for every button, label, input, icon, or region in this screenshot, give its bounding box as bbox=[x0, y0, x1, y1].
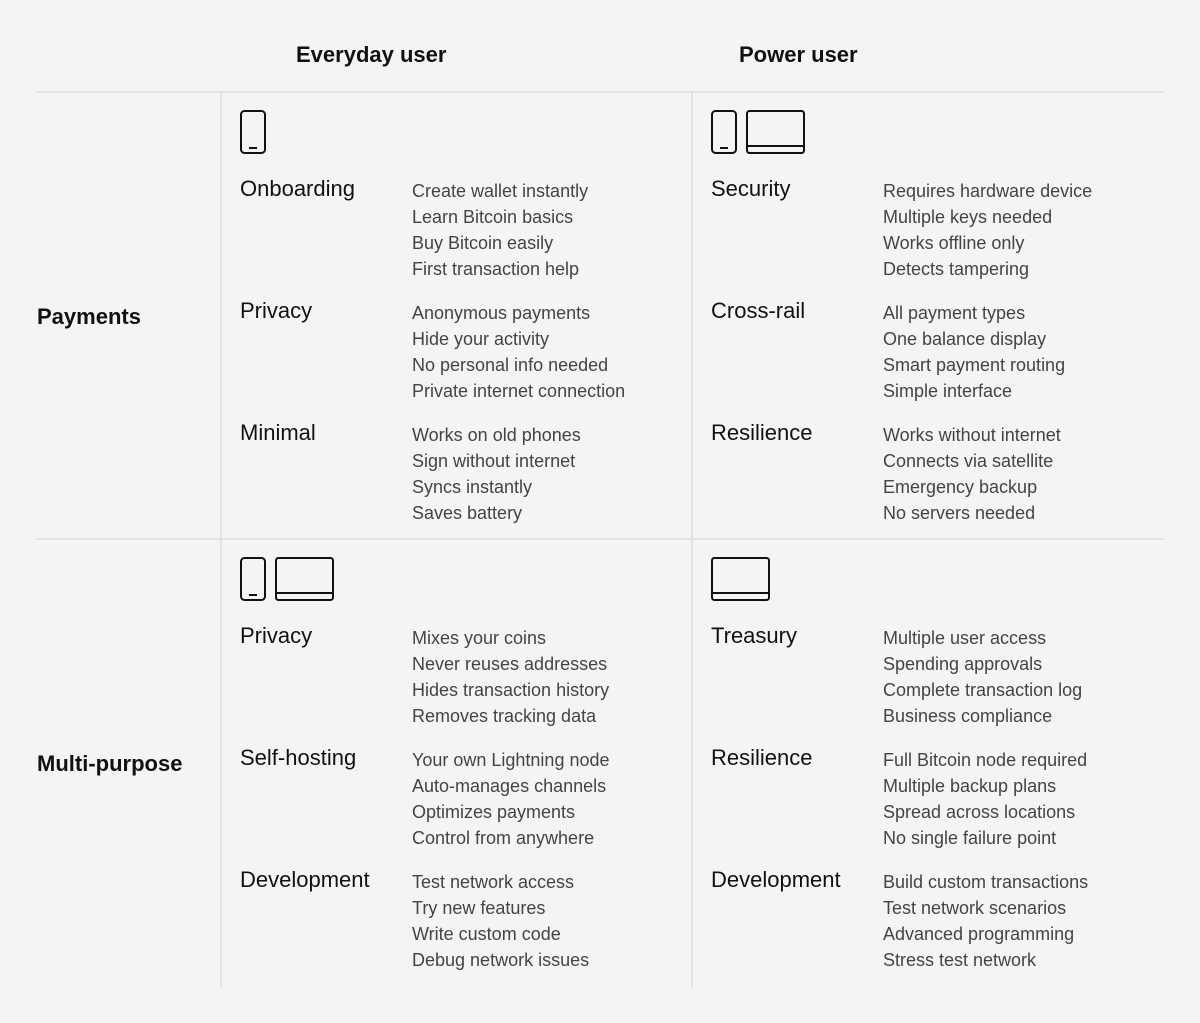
feature-item: Anonymous payments bbox=[412, 303, 591, 323]
feature-item: No personal info needed bbox=[412, 355, 609, 375]
feature-item: Test network scenarios bbox=[883, 898, 1067, 918]
feature-item: Multiple keys needed bbox=[883, 207, 1053, 227]
feature-item: Saves battery bbox=[412, 503, 523, 523]
feature-item-list bbox=[883, 869, 1088, 973]
feature-item-list bbox=[883, 422, 1061, 526]
feature-item: Hide your activity bbox=[412, 329, 550, 349]
grid-divider-middle bbox=[36, 538, 1164, 540]
feature-item-list bbox=[883, 747, 1087, 851]
grid-divider-center bbox=[691, 92, 693, 987]
device-icons bbox=[711, 110, 1161, 156]
feature-item: Hides transaction history bbox=[412, 680, 610, 700]
feature-item-list bbox=[412, 422, 581, 526]
row-label-payments: Payments bbox=[37, 304, 141, 329]
feature-item: Emergency backup bbox=[883, 477, 1038, 497]
feature-item: Learn Bitcoin basics bbox=[412, 207, 574, 227]
feature-name: Development bbox=[240, 867, 370, 892]
feature-item: Advanced programming bbox=[883, 924, 1075, 944]
feature-item: Test network access bbox=[412, 872, 575, 892]
feature-item-list bbox=[883, 625, 1082, 729]
feature-name: Minimal bbox=[240, 420, 316, 445]
feature-item: Try new features bbox=[412, 898, 546, 918]
feature-item: Create wallet instantly bbox=[412, 181, 589, 201]
feature-item: Buy Bitcoin easily bbox=[412, 233, 554, 253]
device-icons bbox=[240, 557, 690, 603]
feature-name: Development bbox=[711, 867, 841, 892]
feature-item-list bbox=[412, 178, 588, 282]
cell-payments-everyday bbox=[240, 110, 690, 523]
feature-item: Detects tampering bbox=[883, 259, 1030, 279]
device-icons bbox=[711, 557, 1161, 603]
feature-item: Private internet connection bbox=[412, 381, 626, 401]
feature-item: Optimizes payments bbox=[412, 802, 576, 822]
cell-multipurpose-power bbox=[711, 557, 1161, 970]
feature-item-list bbox=[883, 178, 1092, 282]
feature-name: Self-hosting bbox=[240, 745, 357, 770]
feature-item: Requires hardware device bbox=[883, 181, 1093, 201]
feature-item: Mixes your coins bbox=[412, 628, 547, 648]
laptop-icon bbox=[746, 110, 806, 156]
feature-item: Works on old phones bbox=[412, 425, 581, 445]
feature-item: No servers needed bbox=[883, 503, 1036, 523]
feature-item: Never reuses addresses bbox=[412, 654, 608, 674]
feature-item: Multiple backup plans bbox=[883, 776, 1057, 796]
feature-name: Privacy bbox=[240, 298, 313, 323]
feature-name: Privacy bbox=[240, 623, 313, 648]
feature-item: Connects via satellite bbox=[883, 451, 1054, 471]
row-label-multi-purpose: Multi-purpose bbox=[37, 751, 183, 776]
feature-item: Your own Lightning node bbox=[412, 750, 610, 770]
grid-divider-top bbox=[36, 91, 1164, 93]
feature-item: Build custom transactions bbox=[883, 872, 1089, 892]
feature-item: Control from anywhere bbox=[412, 828, 595, 848]
feature-name: Cross-rail bbox=[711, 298, 806, 323]
cell-payments-power bbox=[711, 110, 1161, 523]
feature-item-list bbox=[412, 625, 609, 729]
feature-item: Auto-manages channels bbox=[412, 776, 607, 796]
laptop-icon bbox=[275, 557, 335, 603]
feature-name: Treasury bbox=[711, 623, 797, 648]
cell-multipurpose-everyday bbox=[240, 557, 690, 970]
feature-name: Security bbox=[711, 176, 791, 201]
grid-divider-left bbox=[220, 92, 222, 987]
feature-item: Sign without internet bbox=[412, 451, 576, 471]
phone-icon bbox=[240, 110, 268, 156]
column-header-power-user: Power user bbox=[739, 42, 858, 67]
feature-item: First transaction help bbox=[412, 259, 580, 279]
feature-item-list bbox=[412, 300, 625, 404]
feature-item-list bbox=[883, 300, 1065, 404]
feature-item: Debug network issues bbox=[412, 950, 590, 970]
feature-name: Resilience bbox=[711, 745, 813, 770]
feature-item: Stress test network bbox=[883, 950, 1037, 970]
laptop-icon bbox=[711, 557, 771, 603]
feature-item: No single failure point bbox=[883, 828, 1057, 848]
feature-item: Multiple user access bbox=[883, 628, 1047, 648]
phone-icon bbox=[711, 110, 739, 156]
feature-item: All payment types bbox=[883, 303, 1026, 323]
feature-item: Full Bitcoin node required bbox=[883, 750, 1088, 770]
feature-name: Resilience bbox=[711, 420, 813, 445]
feature-item: Complete transaction log bbox=[883, 680, 1083, 700]
feature-item: One balance display bbox=[883, 329, 1047, 349]
feature-item: Simple interface bbox=[883, 381, 1013, 401]
feature-item: Removes tracking data bbox=[412, 706, 597, 726]
feature-item: Spread across locations bbox=[883, 802, 1076, 822]
phone-icon bbox=[240, 557, 268, 603]
feature-name: Onboarding bbox=[240, 176, 355, 201]
feature-item: Spending approvals bbox=[883, 654, 1043, 674]
feature-item: Works without internet bbox=[883, 425, 1061, 445]
device-icons bbox=[240, 110, 690, 156]
feature-item: Works offline only bbox=[883, 233, 1025, 253]
feature-item: Write custom code bbox=[412, 924, 561, 944]
column-header-everyday-user: Everyday user bbox=[296, 42, 447, 67]
feature-item: Smart payment routing bbox=[883, 355, 1066, 375]
feature-item: Syncs instantly bbox=[412, 477, 533, 497]
feature-item-list bbox=[412, 747, 610, 851]
feature-item-list bbox=[412, 869, 589, 973]
feature-item: Business compliance bbox=[883, 706, 1053, 726]
